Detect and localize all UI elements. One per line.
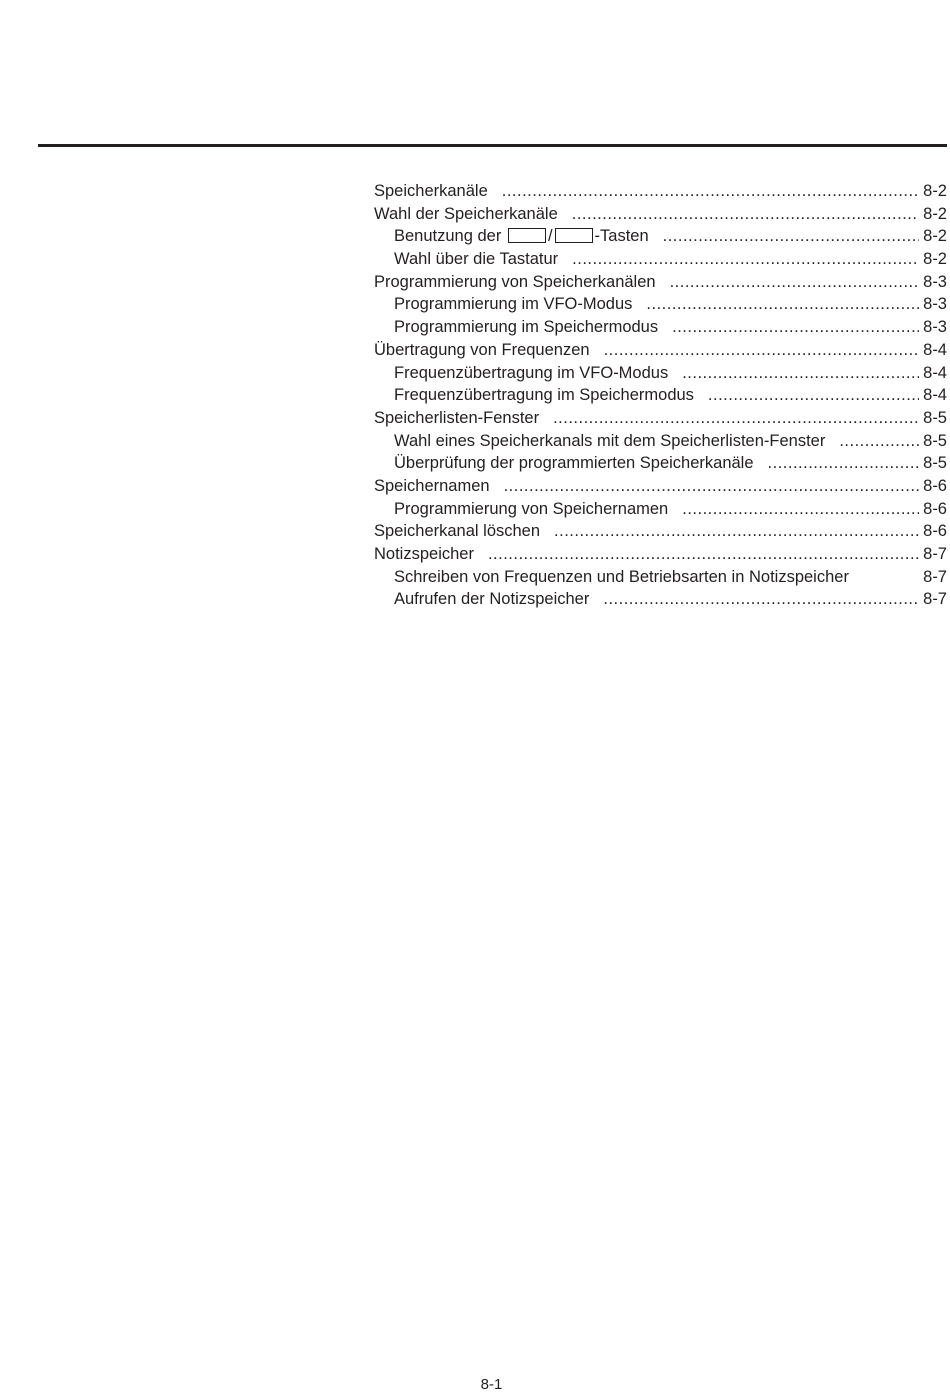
toc-entry-page: 8-3 [923, 295, 947, 314]
toc-subentry[interactable] [374, 430, 947, 453]
toc-entry-page: 8-4 [923, 386, 947, 405]
toc-entry-title: Speicherlisten-Fenster [374, 408, 540, 427]
toc-subentry[interactable] [374, 293, 947, 316]
toc-dot-leader [488, 543, 919, 566]
toc-dot-leader [646, 293, 919, 316]
toc-entry[interactable] [374, 203, 947, 226]
toc-entry-title: Notizspeicher [374, 545, 474, 563]
toc-subentry[interactable] [374, 362, 947, 385]
up-key-icon [508, 228, 546, 243]
toc-dot-leader [553, 407, 919, 430]
toc-subentry[interactable] [374, 248, 947, 271]
toc-entry-title: Wahl der Speicherkanäle [374, 204, 558, 223]
toc-dot-leader [504, 475, 920, 498]
toc-entry-page: 8-2 [923, 182, 947, 200]
toc-entry-page: 8-5 [923, 408, 947, 427]
toc-dot-leader [682, 498, 919, 521]
toc-title-suffix: -Tasten [594, 227, 649, 246]
toc-entry-page: 8-2 [923, 204, 947, 223]
toc-subentry[interactable] [374, 566, 947, 589]
toc-dot-leader [670, 271, 920, 294]
toc-entry-title: Speicherkanal löschen [374, 522, 541, 541]
table-of-contents [374, 180, 947, 611]
toc-entry[interactable] [374, 520, 947, 543]
toc-entry-page: 8-7 [923, 567, 947, 586]
section-divider-rule [38, 144, 947, 147]
toc-entry-title: Frequenzübertragung im VFO-Modus [394, 363, 669, 382]
toc-subentry[interactable] [374, 316, 947, 339]
toc-subentry[interactable] [374, 588, 947, 611]
toc-entry-page: 8-2 [923, 227, 947, 246]
toc-title-separator: / [547, 227, 553, 246]
toc-entry-title: Aufrufen der Notizspeicher [394, 590, 590, 609]
toc-entry-title: Programmierung von Speichernamen [394, 499, 669, 518]
toc-dot-leader [708, 384, 919, 407]
toc-dot-leader [572, 248, 919, 271]
toc-dot-leader [768, 452, 920, 475]
toc-entry-title: Speicherkanäle [374, 182, 488, 200]
toc-entry-page: 8-4 [923, 340, 947, 359]
toc-dot-leader [839, 430, 919, 453]
toc-entry[interactable] [374, 271, 947, 294]
toc-entry-title: Wahl eines Speicherkanals mit dem Speicherlisten-Fenster [394, 431, 826, 450]
toc-title-prefix: Benutzung der [394, 227, 502, 246]
toc-entry-page: 8-5 [923, 431, 947, 450]
toc-dot-leader [572, 203, 919, 226]
toc-entry-page: 8-6 [923, 499, 947, 518]
toc-subentry[interactable] [374, 498, 947, 521]
toc-dot-leader [663, 225, 920, 248]
toc-subentry[interactable] [374, 452, 947, 475]
toc-entry-title: Übertragung von Frequenzen [374, 340, 590, 359]
page-number: 8-1 [480, 1376, 503, 1393]
toc-entry-title: Programmierung von Speicherkanälen [374, 272, 656, 291]
toc-entry-page: 8-4 [923, 363, 947, 382]
toc-entry[interactable] [374, 475, 947, 498]
toc-entry-page: 8-3 [923, 318, 947, 337]
toc-dot-leader [682, 362, 919, 385]
toc-entry-title: Wahl über die Tastatur [394, 250, 559, 269]
toc-entry-title: Programmierung im Speichermodus [394, 318, 659, 337]
down-key-icon [555, 228, 593, 243]
toc-dot-leader [554, 520, 919, 543]
toc-entry[interactable] [374, 407, 947, 430]
toc-entry-page: 8-6 [923, 522, 947, 541]
toc-dot-leader [502, 180, 919, 203]
toc-entry-page: 8-2 [923, 250, 947, 269]
toc-subentry[interactable] [374, 384, 947, 407]
toc-entry[interactable] [374, 543, 947, 566]
toc-entry-page: 8-5 [923, 454, 947, 473]
toc-entry[interactable] [374, 180, 947, 203]
toc-entry-page: 8-3 [923, 272, 947, 291]
toc-entry-title: Speichernamen [374, 476, 490, 495]
toc-entry-page: 8-6 [923, 476, 947, 495]
toc-dot-leader [604, 339, 920, 362]
toc-dot-leader [603, 588, 919, 611]
toc-entry-title [394, 225, 663, 248]
toc-subentry[interactable] [374, 225, 947, 248]
toc-entry-title: Programmierung im VFO-Modus [394, 295, 633, 314]
toc-entry-page: 8-7 [923, 545, 947, 563]
toc-entry-title: Schreiben von Frequenzen und Betriebsarten in Notizspeicher [394, 567, 849, 586]
toc-entry-title: Überprüfung der programmierten Speicherkanäle [394, 454, 754, 473]
toc-entry[interactable] [374, 339, 947, 362]
toc-entry-title: Frequenzübertragung im Speichermodus [394, 386, 694, 405]
toc-dot-leader [672, 316, 919, 339]
toc-entry-page: 8-7 [923, 590, 947, 609]
